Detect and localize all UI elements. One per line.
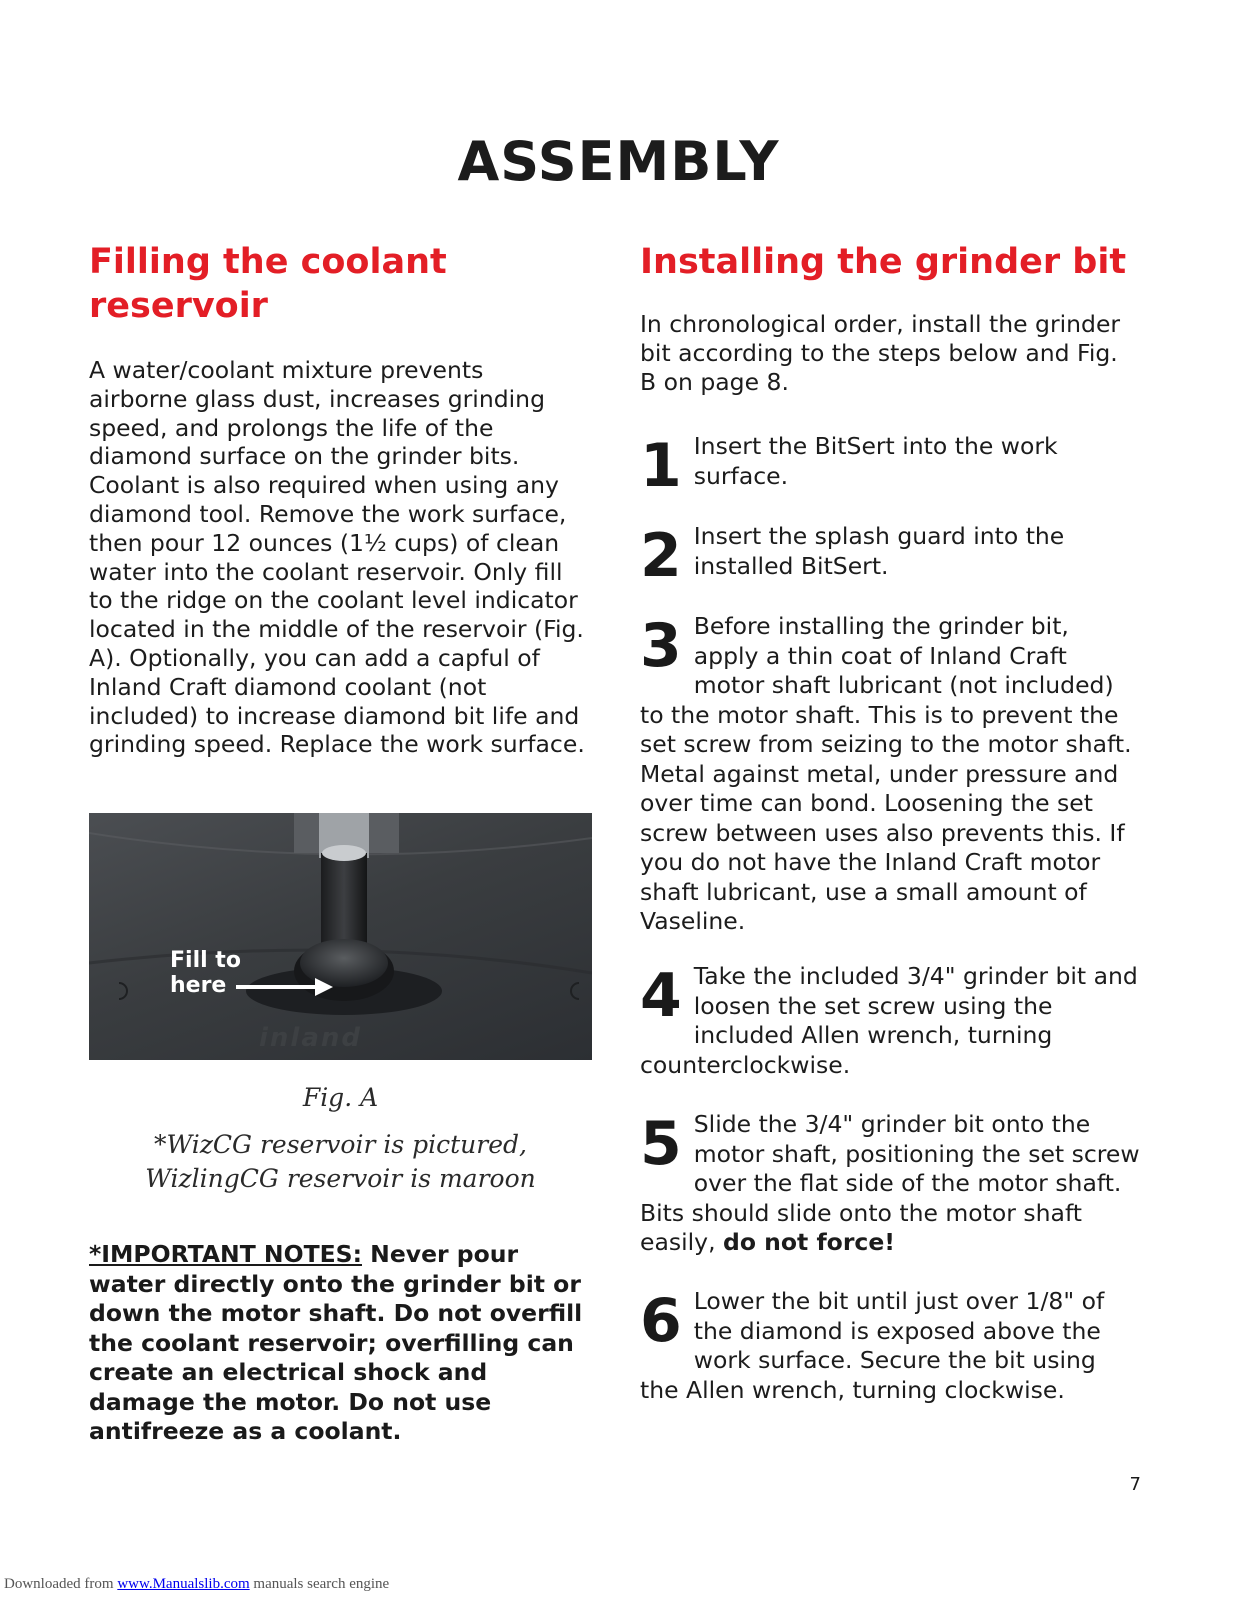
important-notes (89, 1240, 584, 1447)
step-6 (640, 1287, 1140, 1405)
section-heading-coolant (89, 240, 589, 328)
step-5 (640, 1110, 1140, 1258)
footer-suffix: manuals search engine (249, 1576, 390, 1592)
section-heading-grinder-bit: Installing the grinder bit (640, 242, 1127, 282)
important-notes-text: Never pour water directly onto the grinder bit or down the motor shaft. Do not overfill the coolant reservoir; overfilling can create an electrical shock and damage the motor. Do not use antifreeze as a coolant. (89, 1240, 583, 1445)
important-notes-lead: *IMPORTANT NOTES: (89, 1240, 362, 1268)
page-number: 7 (1129, 1474, 1141, 1495)
heading-line-1: Filling the coolant (89, 242, 447, 282)
step-text (640, 1110, 1140, 1258)
step-number: 1 (640, 431, 682, 501)
coolant-paragraph: A water/coolant mixture prevents airborne glass dust, increases grinding speed, and prolongs the life of the diamond surface on the grinder bits. Coolant is also required when using any diamond tool. Remove the work surface, then pour 12 ounces (1½ cups) of clean water into the coolant reservoir. Only fill to the ridge on the coolant level indicator located in the middle of the reservoir (Fig. A). Optionally, you can add a capful of Inland Craft diamond coolant (not included) to increase diamond bit life and grinding speed. Replace the work surface. (89, 356, 585, 759)
page-title: ASSEMBLY (457, 130, 780, 193)
fill-label-line-1: Fill to (170, 948, 241, 973)
step-text-emphasis: do not force! (723, 1228, 895, 1256)
download-footer (4, 1576, 389, 1593)
step-text: Lower the bit until just over 1/8" of the diamond is exposed above the work surface. Secure the bit using the Allen wrench, turning clockwise. (640, 1287, 1105, 1404)
step-4 (640, 962, 1140, 1080)
fill-label-line-2: here (170, 973, 227, 998)
grinder-intro: In chronological order, install the grinder bit according to the steps below and Fig. B on page 8. (640, 310, 1121, 396)
step-number: 4 (640, 961, 682, 1031)
step-number: 6 (640, 1286, 682, 1356)
step-text-main: Slide the 3/4" grinder bit onto the motor shaft, positioning the set screw over the flat side of the motor shaft. Bits should slide onto the motor shaft easily, (640, 1110, 1140, 1256)
step-number: 3 (640, 611, 682, 681)
heading-line-2: reservoir (89, 286, 268, 326)
step-2 (640, 521, 1140, 591)
step-text: Take the included 3/4" grinder bit and loosen the set screw using the included Allen wrench, turning counterclockwise. (640, 962, 1138, 1079)
manualslib-link[interactable]: www.Manualslib.com (117, 1576, 250, 1592)
step-1 (640, 431, 1140, 501)
figure-caption: Fig. A (302, 1083, 379, 1112)
step-text: Before installing the grinder bit, apply a thin coat of Inland Craft motor shaft lubricant (not included) to the motor shaft. This is to prevent the set screw from seizing to the motor shaft. Metal against metal, under pressure and over time can bond. Loosening the set screw between uses also prevents this. If you do not have the Inland Craft motor shaft lubricant, use a small amount of Vaseline. (640, 612, 1132, 935)
figure-note (89, 1128, 592, 1196)
step-text: Insert the splash guard into the installed BitSert. (693, 522, 1065, 580)
footer-prefix: Downloaded from (4, 1576, 118, 1592)
step-text: Insert the BitSert into the work surface. (693, 432, 1058, 490)
step-3 (640, 612, 1140, 937)
step-number: 5 (640, 1109, 682, 1179)
figure-a-photo (89, 813, 592, 1060)
figure-note-line-1: *WizCG reservoir is pictured, (154, 1130, 527, 1159)
fill-to-here-label (170, 948, 241, 998)
figure-note-line-2: WizlingCG reservoir is maroon (145, 1164, 536, 1193)
inland-watermark: inland (259, 1023, 362, 1053)
step-number: 2 (640, 521, 682, 591)
